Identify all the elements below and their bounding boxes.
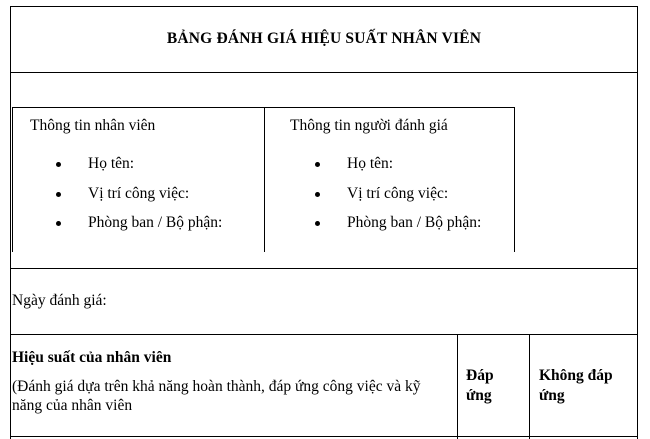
info-table-left-border: [12, 107, 13, 252]
evaluator-department-field[interactable]: Phòng ban / Bộ phận:: [297, 214, 481, 244]
evaluator-name-field[interactable]: Họ tên:: [297, 155, 481, 185]
employee-position-field[interactable]: Vị trí công việc:: [38, 185, 222, 215]
title-row-divider: [10, 72, 638, 73]
performance-description: (Đánh giá dựa trên khả năng hoàn thành, đáp ứng công việc và kỹ năng của nhân viên: [12, 378, 421, 414]
employee-info-list: [38, 155, 222, 244]
performance-header-bottom-border: [10, 436, 638, 437]
evaluator-position-field[interactable]: Vị trí công việc:: [297, 185, 481, 215]
performance-col-divider-2: [529, 334, 530, 439]
document-title: BẢNG ĐÁNH GIÁ HIỆU SUẤT NHÂN VIÊN: [166, 30, 482, 47]
info-table-right-border: [514, 107, 515, 252]
evaluation-date-label[interactable]: Ngày đánh giá:: [12, 292, 107, 309]
performance-col-divider-1: [457, 334, 458, 439]
evaluator-info-list: [297, 155, 481, 244]
meets-column-header: Đáp ứng: [466, 367, 494, 404]
info-table-middle-border: [264, 107, 265, 252]
employee-name-field[interactable]: Họ tên:: [38, 155, 222, 185]
table-left-border: [10, 6, 11, 439]
evaluator-info-heading: Thông tin người đánh giá: [290, 117, 448, 134]
employee-info-heading: Thông tin nhân viên: [30, 117, 156, 134]
table-right-border: [637, 6, 638, 439]
table-top-border: [10, 6, 638, 7]
performance-title: Hiệu suất của nhân viên: [12, 349, 172, 366]
employee-department-field[interactable]: Phòng ban / Bộ phận:: [38, 214, 222, 244]
info-row-divider: [10, 268, 638, 269]
date-row-divider: [10, 334, 638, 335]
not-meets-column-header: Không đáp ứng: [539, 367, 613, 404]
